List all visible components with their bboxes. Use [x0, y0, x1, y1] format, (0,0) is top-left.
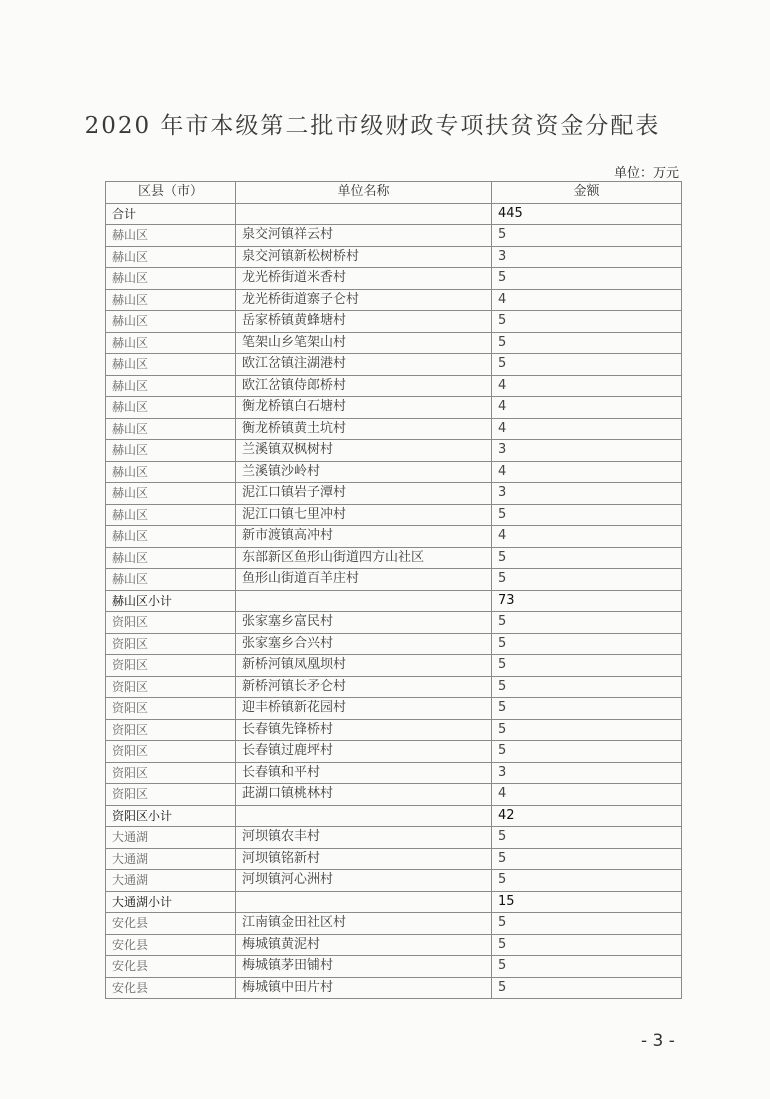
- unit-name-cell: 笔架山乡笔架山村: [236, 332, 492, 354]
- amount-cell: 4: [492, 418, 682, 440]
- table-row: [106, 311, 682, 333]
- amount-cell: 4: [492, 461, 682, 483]
- county-cell: 赫山区: [106, 311, 236, 333]
- amount-cell: 5: [492, 633, 682, 655]
- amount-cell: 5: [492, 504, 682, 526]
- unit-name-cell: 泉交河镇新松树桥村: [236, 246, 492, 268]
- table-row: [106, 569, 682, 591]
- county-cell: 安化县: [106, 956, 236, 978]
- unit-label: 单位：万元: [613, 166, 679, 181]
- county-cell: 大通湖小计: [106, 891, 236, 913]
- county-cell: 大通湖: [106, 848, 236, 870]
- amount-cell: 5: [492, 913, 682, 935]
- table-row: [106, 633, 682, 655]
- county-cell: 赫山区: [106, 246, 236, 268]
- document-title: 2020 年市本级第二批市级财政专项扶贫资金分配表: [84, 113, 661, 139]
- header-amount: 金额: [492, 182, 682, 204]
- header-county: 区县（市）: [106, 182, 236, 204]
- table-row: [106, 397, 682, 419]
- unit-name-cell: 迎丰桥镇新花园村: [236, 698, 492, 720]
- amount-cell: 5: [492, 612, 682, 634]
- unit-name-cell: 长春镇和平村: [236, 762, 492, 784]
- county-cell: 资阳区: [106, 698, 236, 720]
- county-cell: 资阳区: [106, 741, 236, 763]
- county-cell: 大通湖: [106, 827, 236, 849]
- table-row: [106, 956, 682, 978]
- county-cell: 赫山区小计: [106, 590, 236, 612]
- county-cell: 资阳区小计: [106, 805, 236, 827]
- county-cell: 合计: [106, 203, 236, 225]
- unit-name-cell: 河坝镇铭新村: [236, 848, 492, 870]
- county-cell: 赫山区: [106, 332, 236, 354]
- county-cell: 赫山区: [106, 440, 236, 462]
- table-row: [106, 547, 682, 569]
- county-cell: 赫山区: [106, 483, 236, 505]
- amount-cell: 42: [492, 805, 682, 827]
- amount-cell: 5: [492, 569, 682, 591]
- subtotal-row: [106, 203, 682, 225]
- amount-cell: 4: [492, 289, 682, 311]
- county-cell: 赫山区: [106, 268, 236, 290]
- table-row: [106, 332, 682, 354]
- table-row: [106, 676, 682, 698]
- amount-cell: 4: [492, 375, 682, 397]
- county-cell: 赫山区: [106, 354, 236, 376]
- unit-name-cell: 新桥河镇凤凰坝村: [236, 655, 492, 677]
- county-cell: 赫山区: [106, 225, 236, 247]
- amount-cell: 445: [492, 203, 682, 225]
- table-row: [106, 375, 682, 397]
- unit-name-cell: 泉交河镇祥云村: [236, 225, 492, 247]
- county-cell: 安化县: [106, 913, 236, 935]
- unit-name-cell: 河坝镇农丰村: [236, 827, 492, 849]
- unit-name-cell: 新桥河镇长矛仑村: [236, 676, 492, 698]
- unit-name-cell: 龙光桥街道寨子仑村: [236, 289, 492, 311]
- table-row: [106, 741, 682, 763]
- table-row: [106, 418, 682, 440]
- table-row: [106, 483, 682, 505]
- county-cell: 赫山区: [106, 397, 236, 419]
- unit-name-cell: [236, 203, 492, 225]
- amount-cell: 5: [492, 848, 682, 870]
- amount-cell: 4: [492, 526, 682, 548]
- amount-cell: 3: [492, 440, 682, 462]
- county-cell: 赫山区: [106, 461, 236, 483]
- amount-cell: 5: [492, 870, 682, 892]
- header-unit-name: 单位名称: [236, 182, 492, 204]
- amount-cell: 5: [492, 225, 682, 247]
- unit-name-cell: 兰溪镇沙岭村: [236, 461, 492, 483]
- amount-cell: 5: [492, 698, 682, 720]
- subtotal-row: [106, 805, 682, 827]
- amount-cell: 3: [492, 483, 682, 505]
- county-cell: 资阳区: [106, 612, 236, 634]
- amount-cell: 5: [492, 741, 682, 763]
- unit-name-cell: 江南镇金田社区村: [236, 913, 492, 935]
- county-cell: 赫山区: [106, 418, 236, 440]
- unit-name-cell: 衡龙桥镇黄土坑村: [236, 418, 492, 440]
- county-cell: 赫山区: [106, 547, 236, 569]
- unit-name-cell: 衡龙桥镇白石塘村: [236, 397, 492, 419]
- unit-name-cell: 茈湖口镇桃林村: [236, 784, 492, 806]
- amount-cell: 3: [492, 762, 682, 784]
- amount-cell: 5: [492, 676, 682, 698]
- table-row: [106, 289, 682, 311]
- table-row: [106, 827, 682, 849]
- amount-cell: 5: [492, 547, 682, 569]
- unit-name-cell: [236, 891, 492, 913]
- unit-name-cell: 泥江口镇岩子潭村: [236, 483, 492, 505]
- county-cell: 资阳区: [106, 655, 236, 677]
- county-cell: 资阳区: [106, 762, 236, 784]
- allocation-table: [105, 181, 682, 999]
- amount-cell: 5: [492, 977, 682, 999]
- unit-name-cell: 岳家桥镇黄蜂塘村: [236, 311, 492, 333]
- unit-name-cell: 欧江岔镇侍郎桥村: [236, 375, 492, 397]
- county-cell: 赫山区: [106, 375, 236, 397]
- county-cell: 安化县: [106, 934, 236, 956]
- table-row: [106, 461, 682, 483]
- county-cell: 资阳区: [106, 676, 236, 698]
- amount-cell: 4: [492, 397, 682, 419]
- unit-name-cell: 欧江岔镇注湖港村: [236, 354, 492, 376]
- table-row: [106, 870, 682, 892]
- table-row: [106, 440, 682, 462]
- amount-cell: 5: [492, 268, 682, 290]
- county-cell: 资阳区: [106, 719, 236, 741]
- unit-name-cell: 鱼形山街道百羊庄村: [236, 569, 492, 591]
- unit-name-cell: 泥江口镇七里冲村: [236, 504, 492, 526]
- unit-name-cell: 长春镇过鹿坪村: [236, 741, 492, 763]
- county-cell: 赫山区: [106, 504, 236, 526]
- amount-cell: 5: [492, 311, 682, 333]
- unit-name-cell: 梅城镇茅田铺村: [236, 956, 492, 978]
- unit-name-cell: 梅城镇黄泥村: [236, 934, 492, 956]
- amount-cell: 5: [492, 827, 682, 849]
- unit-name-cell: [236, 590, 492, 612]
- table-row: [106, 354, 682, 376]
- county-cell: 赫山区: [106, 289, 236, 311]
- county-cell: 安化县: [106, 977, 236, 999]
- table-row: [106, 762, 682, 784]
- amount-cell: 5: [492, 719, 682, 741]
- unit-name-cell: 梅城镇中田片村: [236, 977, 492, 999]
- amount-cell: 5: [492, 956, 682, 978]
- amount-cell: 15: [492, 891, 682, 913]
- county-cell: 资阳区: [106, 784, 236, 806]
- table-row: [106, 698, 682, 720]
- table-body: [106, 203, 682, 999]
- table-row: [106, 268, 682, 290]
- table-row: [106, 784, 682, 806]
- amount-cell: 5: [492, 655, 682, 677]
- table-row: [106, 526, 682, 548]
- page-number: - 3 -: [641, 1031, 675, 1051]
- county-cell: 资阳区: [106, 633, 236, 655]
- county-cell: 大通湖: [106, 870, 236, 892]
- unit-name-cell: 张家塞乡合兴村: [236, 633, 492, 655]
- amount-cell: 3: [492, 246, 682, 268]
- unit-name-cell: 兰溪镇双枫树村: [236, 440, 492, 462]
- amount-cell: 5: [492, 354, 682, 376]
- table-row: [106, 848, 682, 870]
- county-cell: 赫山区: [106, 569, 236, 591]
- subtotal-row: [106, 590, 682, 612]
- amount-cell: 5: [492, 934, 682, 956]
- table-row: [106, 913, 682, 935]
- amount-cell: 4: [492, 784, 682, 806]
- unit-name-cell: 龙光桥街道米香村: [236, 268, 492, 290]
- table-row: [106, 504, 682, 526]
- table-row: [106, 977, 682, 999]
- subtotal-row: [106, 891, 682, 913]
- table-row: [106, 612, 682, 634]
- amount-cell: 5: [492, 332, 682, 354]
- county-cell: 赫山区: [106, 526, 236, 548]
- unit-name-cell: 河坝镇河心洲村: [236, 870, 492, 892]
- amount-cell: 73: [492, 590, 682, 612]
- table-row: [106, 225, 682, 247]
- unit-name-cell: [236, 805, 492, 827]
- table-row: [106, 246, 682, 268]
- table-row: [106, 934, 682, 956]
- table-row: [106, 655, 682, 677]
- table-row: [106, 719, 682, 741]
- unit-name-cell: 东部新区鱼形山街道四方山社区: [236, 547, 492, 569]
- unit-name-cell: 新市渡镇高冲村: [236, 526, 492, 548]
- unit-name-cell: 张家塞乡富民村: [236, 612, 492, 634]
- unit-name-cell: 长春镇先锋桥村: [236, 719, 492, 741]
- table-header-row: [106, 182, 682, 204]
